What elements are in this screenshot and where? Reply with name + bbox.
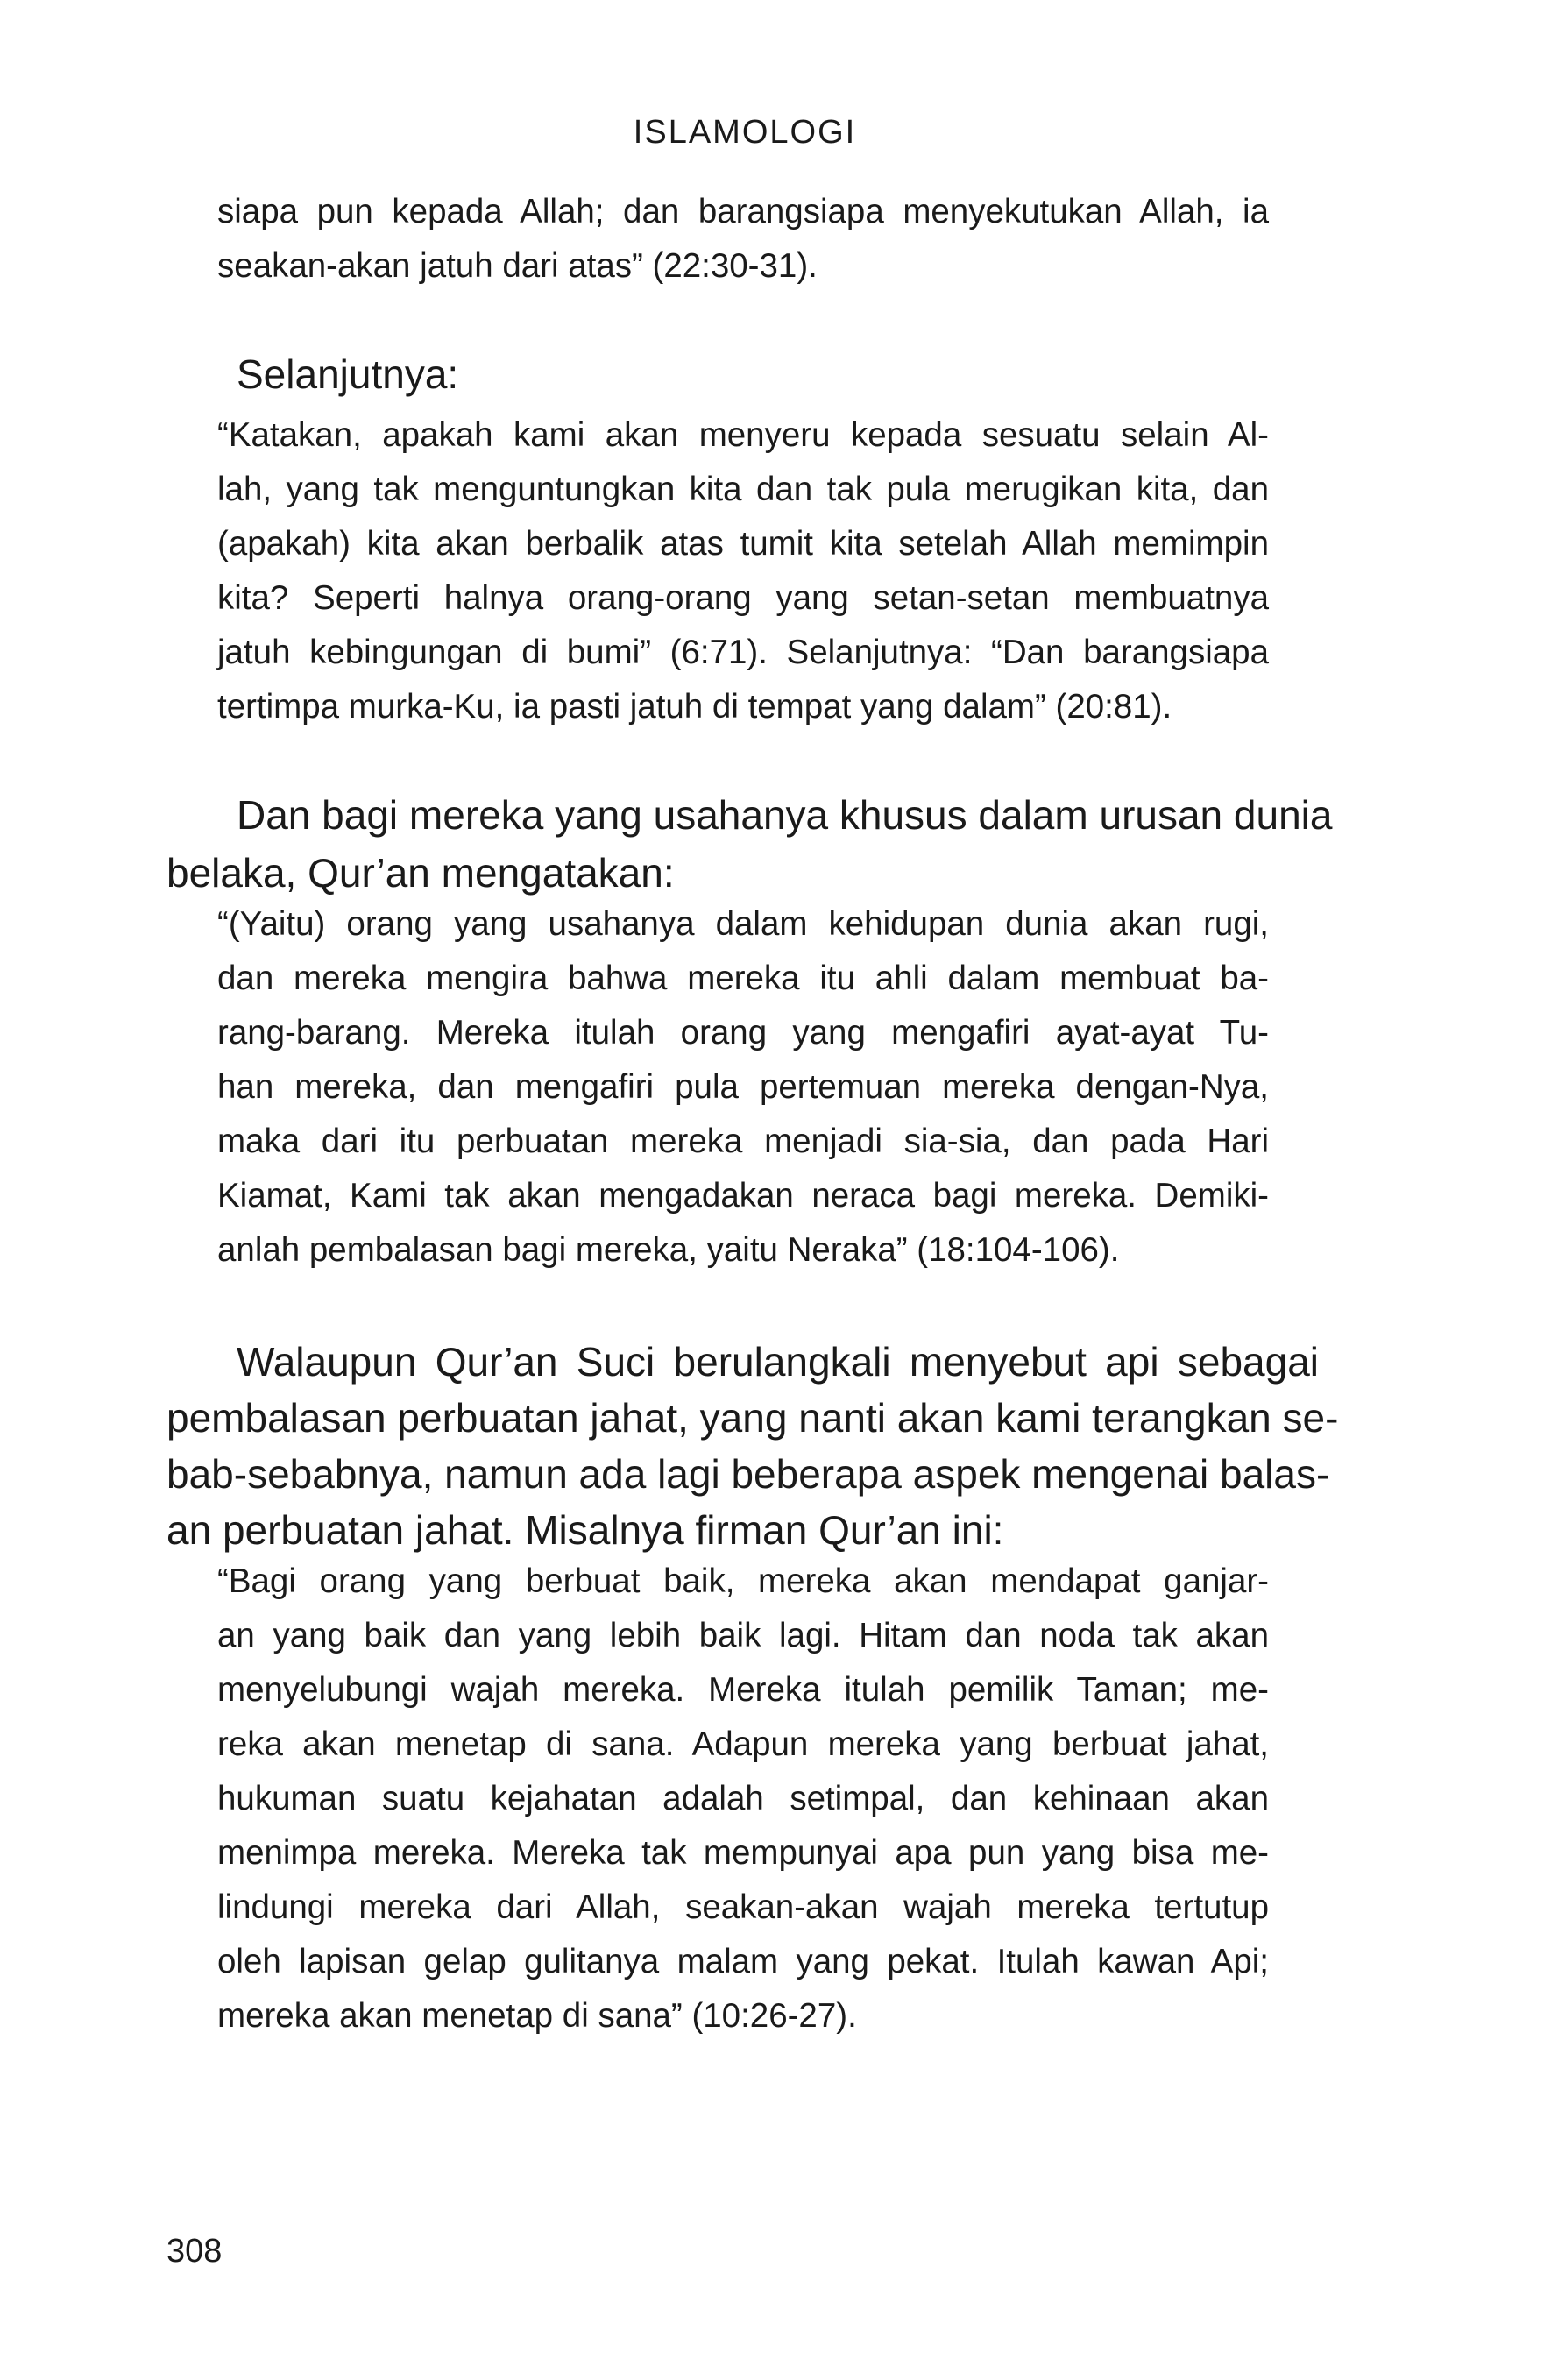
- quote-line: “Katakan, apakah kami akan menyeru kepada sesuatu selain Al-: [217, 416, 1269, 454]
- quote-line: dan mereka mengira bahwa mereka itu ahli dalam membuat ba-: [217, 960, 1269, 997]
- quote-line: oleh lapisan gelap gulitanya malam yang pekat. Itulah kawan Api;: [217, 1943, 1269, 1980]
- quote-line: maka dari itu perbuatan mereka menjadi sia-sia, dan pada Hari: [217, 1123, 1269, 1160]
- page-number: 308: [166, 2233, 223, 2270]
- quote-line: Kiamat, Kami tak akan mengadakan neraca bagi mereka. Demiki-: [217, 1177, 1269, 1215]
- quote-line: mereka akan menetap di sana” (10:26-27).: [217, 1997, 857, 2035]
- quote-line: (apakah) kita akan berbalik atas tumit kita setelah Allah memimpin: [217, 525, 1269, 563]
- quote-line: tertimpa murka-Ku, ia pasti jatuh di tempat yang dalam” (20:81).: [217, 688, 1172, 726]
- quote-line: rang-barang. Mereka itulah orang yang mengafiri ayat-ayat Tu-: [217, 1014, 1269, 1052]
- quote-line: lindungi mereka dari Allah, seakan-akan wajah mereka tertutup: [217, 1888, 1269, 1926]
- body-line: an perbuatan jahat. Misalnya firman Qur’an ini:: [166, 1507, 1004, 1553]
- running-head: ISLAMOLOGI: [633, 114, 857, 151]
- quote-line: “(Yaitu) orang yang usahanya dalam kehidupan dunia akan rugi,: [217, 905, 1269, 943]
- quote-line: seakan-akan jatuh dari atas” (22:30-31).: [217, 247, 818, 285]
- quote-line: anlah pembalasan bagi mereka, yaitu Neraka” (18:104-106).: [217, 1231, 1120, 1269]
- quote-line: “Bagi orang yang berbuat baik, mereka akan mendapat ganjar-: [217, 1562, 1269, 1600]
- body-line: pembalasan perbuatan jahat, yang nanti akan kami terangkan se-: [166, 1395, 1339, 1441]
- quote-line: an yang baik dan yang lebih baik lagi. Hitam dan noda tak akan: [217, 1617, 1269, 1654]
- quote-line: menimpa mereka. Mereka tak mempunyai apa pun yang bisa me-: [217, 1834, 1269, 1872]
- quote-line: hukuman suatu kejahatan adalah setimpal, dan kehinaan akan: [217, 1780, 1269, 1817]
- quote-line: reka akan menetap di sana. Adapun mereka yang berbuat jahat,: [217, 1725, 1269, 1763]
- body-line: Dan bagi mereka yang usahanya khusus dalam urusan dunia: [237, 792, 1333, 838]
- quote-line: menyelubungi wajah mereka. Mereka itulah pemilik Taman; me-: [217, 1671, 1269, 1709]
- body-line: Walaupun Qur’an Suci berulangkali menyebut api sebagai: [237, 1339, 1319, 1385]
- quote-line: lah, yang tak menguntungkan kita dan tak pula merugikan kita, dan: [217, 471, 1269, 508]
- body-line: belaka, Qur’an mengatakan:: [166, 850, 675, 896]
- body-line: Selanjutnya:: [237, 351, 459, 397]
- quote-line: jatuh kebingungan di bumi” (6:71). Selanjutnya: “Dan barangsiapa: [217, 634, 1269, 671]
- quote-line: kita? Seperti halnya orang-orang yang setan-setan membuatnya: [217, 579, 1269, 617]
- quote-line: han mereka, dan mengafiri pula pertemuan mereka dengan-Nya,: [217, 1068, 1269, 1106]
- body-line: bab-sebabnya, namun ada lagi beberapa aspek mengenai balas-: [166, 1451, 1330, 1497]
- quote-line: siapa pun kepada Allah; dan barangsiapa menyekutukan Allah, ia: [217, 193, 1269, 230]
